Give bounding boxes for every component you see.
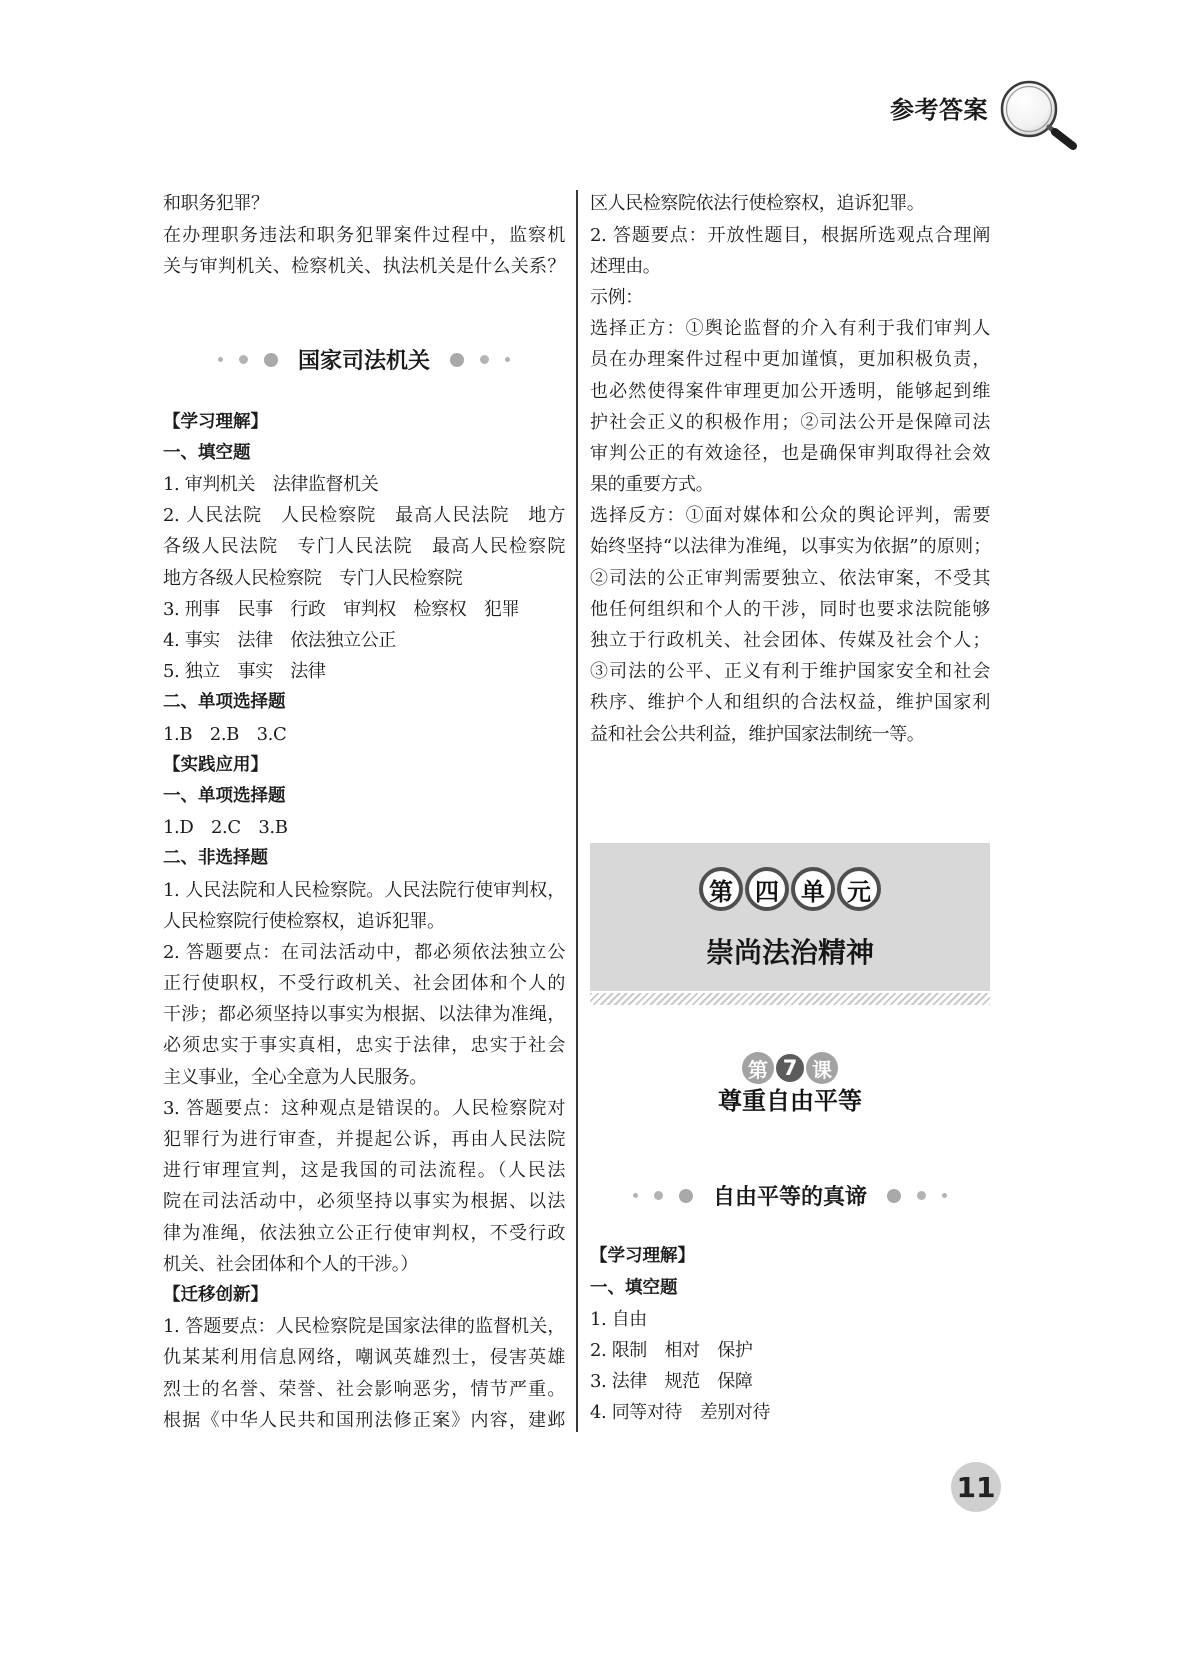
decor-dot-medium — [480, 355, 489, 364]
answer-line: 机关、社会团体和个人的干涉。） — [163, 1253, 418, 1275]
lesson-number: 7 — [774, 1052, 806, 1084]
answer-line: 区人民检察院依法行使检察权，追诉犯罪。 — [590, 193, 925, 215]
answer-line: ③司法的公平、正义有利于维护国家安全和社会 — [590, 661, 990, 683]
section-title-row — [590, 1180, 990, 1211]
subsection-heading: 【实践应用】 — [163, 754, 268, 775]
decor-dot-medium — [917, 1191, 926, 1200]
answer-line: 3. 刑事 民事 行政 审判权 检察权 犯罪 — [163, 598, 520, 620]
question-type-heading: 一、填空题 — [163, 442, 251, 463]
decor-dot-large — [264, 353, 278, 367]
answer-line: 独立于行政机关、社会团体、传媒及社会个人； — [590, 630, 990, 652]
question-type-heading: 一、填空题 — [590, 1277, 678, 1298]
spacer — [163, 282, 565, 344]
answer-line: 审判公正的有效途径，也是确保审判取得社会效 — [590, 442, 990, 464]
decor-dot-large — [679, 1189, 693, 1203]
page-number: 11 — [951, 1462, 1001, 1512]
unit-label — [590, 867, 990, 913]
decor-dot-medium — [239, 355, 248, 364]
answer-line: 烈士的名誉、荣誉、社会影响恶劣，情节严重。 — [163, 1378, 565, 1400]
answer-line: ②司法的公正审判需要独立、依法审案，不受其 — [590, 567, 990, 589]
lesson-prefix: 第 — [742, 1052, 774, 1084]
answer-line: 示例： — [590, 286, 643, 308]
answer-line: 2. 人民法院 人民检察院 最高人民法院 地方 — [163, 505, 565, 527]
decor-dot-small — [505, 357, 510, 362]
answer-line: 人民检察院行使检察权，追诉犯罪。 — [163, 910, 445, 932]
answer-line: 1.D 2.C 3.B — [163, 817, 288, 839]
answer-line: 益和社会公共利益，维护国家法制统一等。 — [590, 723, 925, 745]
answer-line: 仇某某利用信息网络，嘲讽英雄烈士，侵害英雄 — [163, 1347, 565, 1369]
answer-line: 4. 同等对待 差别对待 — [590, 1402, 771, 1424]
text-line: 关与审判机关、检察机关、执法机关是什么关系？ — [163, 255, 565, 277]
right-column — [590, 188, 990, 749]
answer-line: 院在司法活动中，必须坚持以事实为根据、以法 — [163, 1191, 565, 1213]
unit-label-char: 单 — [791, 867, 835, 911]
answer-line: 必须忠实于事实真相，忠实于法律，忠实于社会 — [163, 1035, 565, 1057]
magnifier-icon — [994, 80, 1080, 152]
answer-line: 1. 答题要点：人民检察院是国家法律的监督机关， — [163, 1316, 565, 1338]
decor-dot-large — [450, 353, 464, 367]
answer-line: 根据《中华人民共和国刑法修正案》内容，建邺 — [163, 1409, 565, 1431]
answer-line: 主义事业，全心全意为人民服务。 — [163, 1066, 427, 1088]
answer-line: 选择正方：①舆论监督的介入有利于我们审判人 — [590, 318, 990, 340]
hatched-band — [590, 993, 990, 1005]
answer-line: 5. 独立 事实 法律 — [163, 661, 326, 683]
unit-label-char: 第 — [699, 867, 743, 911]
answer-line: 1.B 2.B 3.C — [163, 723, 287, 745]
spacer — [163, 376, 565, 407]
right-column-lower — [590, 1241, 990, 1428]
unit-label-char: 四 — [745, 867, 789, 911]
lesson-title: 尊重自由平等 — [718, 1087, 862, 1115]
decor-dot-small — [218, 357, 223, 362]
answer-line: 各级人民法院 专门人民法院 最高人民检察院 — [163, 536, 565, 558]
question-type-heading: 二、非选择题 — [163, 848, 268, 869]
question-type-heading: 二、单项选择题 — [163, 692, 286, 713]
answer-line: 始终坚持“以法律为准绳，以事实为依据”的原则； — [590, 536, 990, 558]
answer-line: 果的重要方式。 — [590, 474, 714, 496]
column-divider — [576, 190, 578, 1432]
header-title: 参考答案 — [890, 96, 988, 124]
unit-label-char: 元 — [837, 867, 881, 911]
answer-line: 4. 事实 法律 依法独立公正 — [163, 630, 396, 652]
unit-banner — [590, 843, 990, 991]
answer-line: 员在办理案件过程中更加谨慎，更加积极负责， — [590, 349, 990, 371]
answer-line: 选择反方：①面对媒体和公众的舆论评判，需要 — [590, 505, 990, 527]
answer-line: 3. 答题要点：这种观点是错误的。人民检察院对 — [163, 1097, 565, 1119]
subsection-heading: 【迁移创新】 — [163, 1284, 268, 1305]
decor-dot-large — [887, 1189, 901, 1203]
answer-line: 也必然使得案件审理更加公开透明，能够起到维 — [590, 380, 990, 402]
answer-line: 他任何组织和个人的干涉，同时也要求法院能够 — [590, 598, 990, 620]
answer-line: 1. 审判机关 法律监督机关 — [163, 474, 379, 496]
answer-line: 述理由。 — [590, 255, 661, 277]
section-title: 自由平等的真谛 — [712, 1185, 867, 1211]
answer-line: 地方各级人民检察院 专门人民检察院 — [163, 567, 463, 589]
decor-dot-small — [633, 1193, 638, 1198]
answer-line: 护社会正义的积极作用；②司法公开是保障司法 — [590, 411, 990, 433]
section-title: 国家司法机关 — [297, 349, 430, 375]
question-type-heading: 一、单项选择题 — [163, 785, 286, 806]
answer-line: 干涉；都必须坚持以事实为根据、以法律为准绳， — [163, 1004, 565, 1026]
decor-dot-small — [942, 1193, 947, 1198]
answer-line: 进行审理宣判，这是我国的司法流程。（人民法 — [163, 1160, 565, 1182]
answer-line: 秩序、维护个人和组织的合法权益，维护国家利 — [590, 692, 990, 714]
subsection-heading: 【学习理解】 — [163, 411, 268, 432]
text-line: 在办理职务违法和职务犯罪案件过程中，监察机 — [163, 224, 565, 246]
answer-line: 2. 限制 相对 保护 — [590, 1339, 753, 1361]
decor-dot-medium — [654, 1191, 663, 1200]
answer-line: 1. 人民法院和人民检察院。人民法院行使审判权， — [163, 879, 565, 901]
answer-line: 正行使职权，不受行政机关、社会团体和个人的 — [163, 973, 565, 995]
left-column — [163, 188, 565, 1436]
answer-line: 3. 法律 规范 保障 — [590, 1371, 753, 1393]
section-title-row — [163, 344, 565, 375]
lesson-suffix: 课 — [806, 1052, 838, 1084]
text-line: 和职务犯罪？ — [163, 193, 269, 215]
answer-line: 1. 自由 — [590, 1308, 647, 1330]
answer-line: 律为准绳，依法独立公正行使审判权，不受行政 — [163, 1222, 565, 1244]
answer-line: 2. 答题要点：开放性题目，根据所选观点合理阐 — [590, 224, 990, 246]
answer-line: 2. 答题要点：在司法活动中，都必须依法独立公 — [163, 941, 565, 963]
lesson-badge — [590, 1052, 990, 1084]
subsection-heading: 【学习理解】 — [590, 1246, 695, 1267]
answer-line: 犯罪行为进行审查，并提起公诉，再由人民法院 — [163, 1129, 565, 1151]
unit-title: 崇尚法治精神 — [705, 936, 874, 969]
